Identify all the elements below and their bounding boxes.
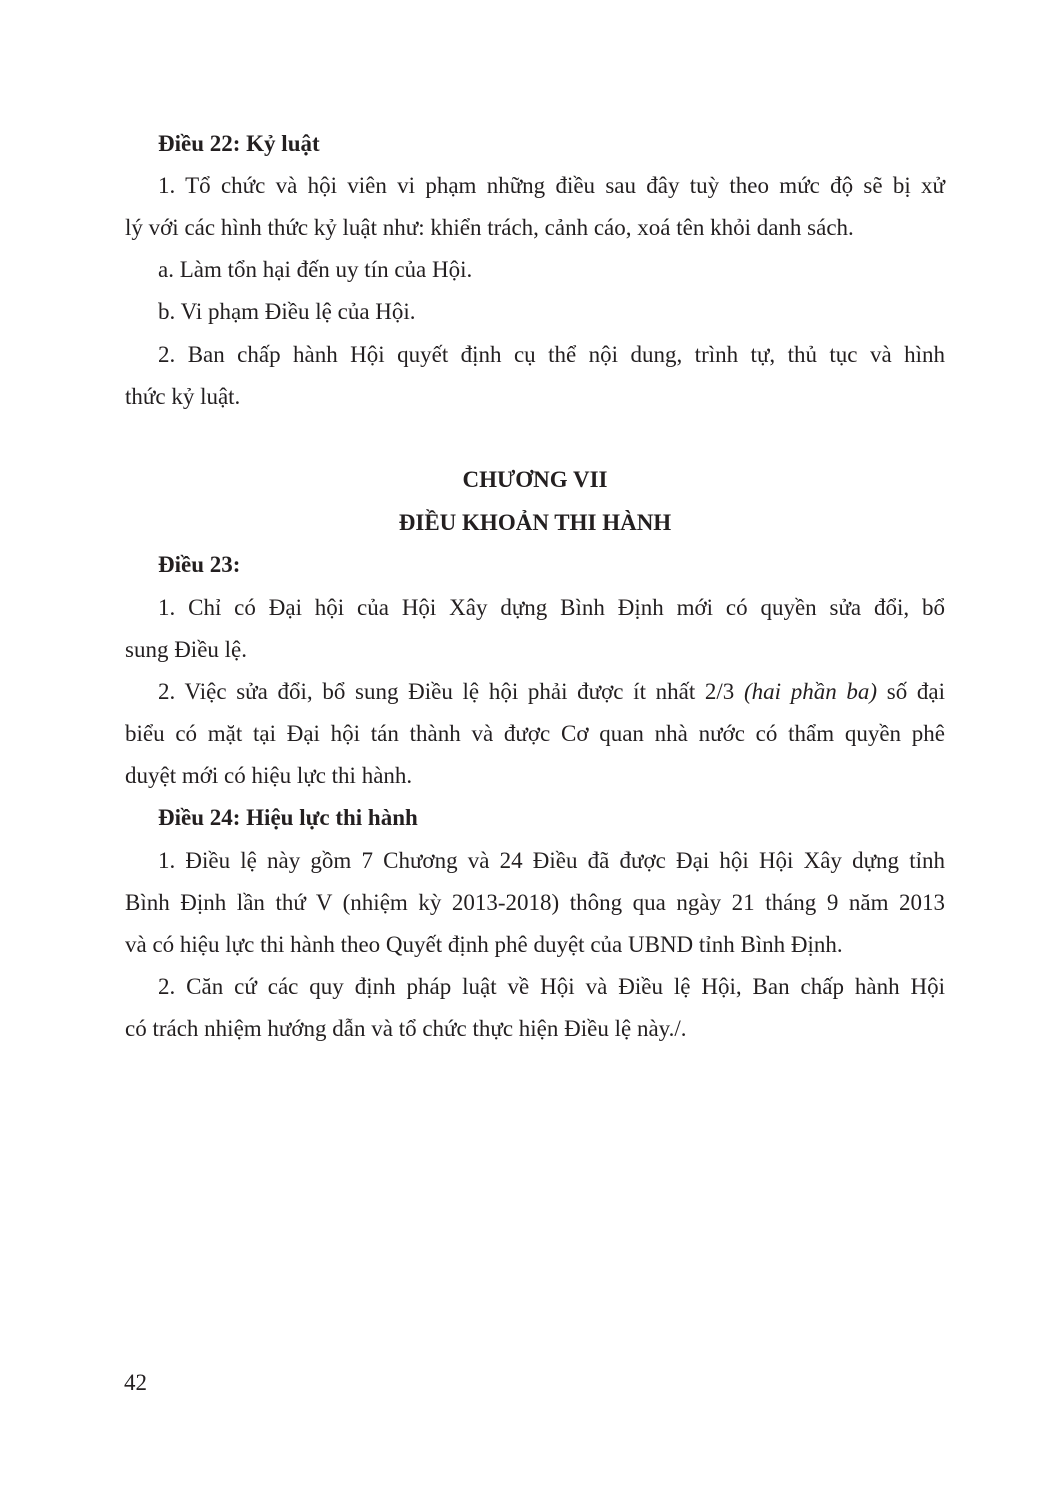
article-22-paragraph-1-line-2: lý với các hình thức kỷ luật như: khiển trách, cảnh cáo, xoá tên khỏi danh sách. — [125, 215, 854, 240]
article-22-paragraph-2-line-2: thức kỷ luật. — [125, 384, 241, 409]
article-23-paragraph-2-text-before: 2. Việc sửa đổi, bổ sung Điều lệ hội phải được ít nhất 2/3 — [158, 679, 744, 704]
article-22-paragraph-2-line-1: 2. Ban chấp hành Hội quyết định cụ thể nội dung, trình tự, thủ tục và hình — [158, 342, 945, 367]
article-23-paragraph-2-italic-note: (hai phần ba) — [744, 679, 878, 704]
article-24-paragraph-1-line-3: và có hiệu lực thi hành theo Quyết định phê duyệt của UBND tỉnh Bình Định. — [125, 932, 843, 957]
article-23-paragraph-2-text-after: số đại — [877, 679, 945, 704]
page-number: 42 — [124, 1370, 147, 1395]
chapter-number: CHƯƠNG VII — [462, 467, 608, 492]
article-23-paragraph-2-line-2: biểu có mặt tại Đại hội tán thành và được Cơ quan nhà nước có thẩm quyền phê — [125, 721, 945, 746]
article-23-paragraph-1-line-1: 1. Chỉ có Đại hội của Hội Xây dựng Bình Định mới có quyền sửa đổi, bổ — [158, 595, 945, 620]
article-22-heading: Điều 22: Kỷ luật — [158, 131, 320, 156]
article-22-item-a: a. Làm tổn hại đến uy tín của Hội. — [158, 257, 473, 282]
article-24-heading: Điều 24: Hiệu lực thi hành — [158, 805, 418, 830]
article-23-paragraph-1-line-2: sung Điều lệ. — [125, 637, 248, 662]
article-24-paragraph-1-line-2: Bình Định lần thứ V (nhiệm kỳ 2013-2018) thông qua ngày 21 tháng 9 năm 2013 — [125, 890, 945, 915]
article-24-paragraph-2-line-1: 2. Căn cứ các quy định pháp luật về Hội và Điều lệ Hội, Ban chấp hành Hội — [158, 974, 945, 999]
article-24-paragraph-2-line-2: có trách nhiệm hướng dẫn và tổ chức thực hiện Điều lệ này./. — [125, 1016, 687, 1041]
article-22-paragraph-1-line-1: 1. Tổ chức và hội viên vi phạm những điều sau đây tuỳ theo mức độ sẽ bị xử — [158, 173, 945, 198]
article-24-paragraph-1-line-1: 1. Điều lệ này gồm 7 Chương và 24 Điều đã được Đại hội Hội Xây dựng tỉnh — [158, 848, 945, 873]
article-23-heading: Điều 23: — [158, 552, 241, 577]
article-22-item-b: b. Vi phạm Điều lệ của Hội. — [158, 299, 416, 324]
article-23-paragraph-2-line-3: duyệt mới có hiệu lực thi hành. — [125, 763, 413, 788]
chapter-title: ĐIỀU KHOẢN THI HÀNH — [398, 510, 672, 535]
article-23-paragraph-2-line-1 — [158, 677, 945, 707]
